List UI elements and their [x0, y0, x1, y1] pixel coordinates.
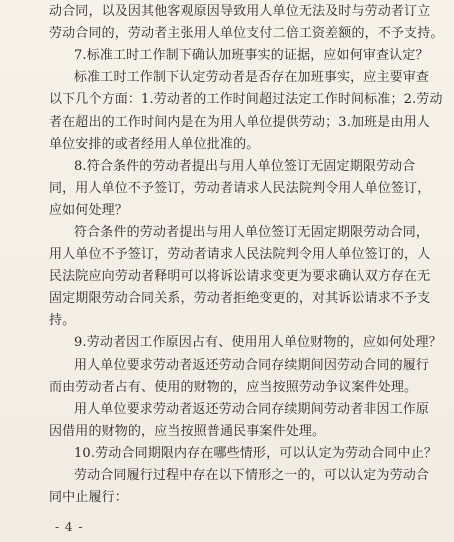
text-line: 而由劳动者占有、使用的财物的，应当按照劳动争议案件处理。	[49, 379, 418, 395]
text-line: 民法院应向劳动者释明可以将诉讼请求变更为要求确认双方存在无	[49, 269, 431, 285]
text-line: 以下几个方面：1.劳动者的工作时间超过法定工作时间标准；2.劳动	[49, 92, 443, 108]
question-heading: 8.符合条件的劳动者提出与用人单位签订无固定期限劳动合	[74, 158, 416, 174]
question-heading: 7.标准工时工作制下确认加班事实的证据，应如何审查认定？	[74, 48, 429, 64]
text-line: 用人单位要求劳动者返还劳动合同存续期间劳动者非因工作原	[74, 401, 430, 417]
text-line: 者在超出的工作时间内是在为用人单位提供劳动；3.加班是由用人	[49, 114, 430, 130]
question-heading: 10.劳动合同期限内存在哪些情形，可以认定为劳动合同中止？	[74, 445, 438, 461]
question-heading: 9.劳动者因工作原因占有、使用用人单位财物的，应如何处理？	[74, 335, 442, 351]
text-line: 单位安排的或者经用人单位批准的。	[49, 136, 260, 152]
text-line: 符合条件的劳动者提出与用人单位签订无固定期限劳动合同，	[74, 224, 430, 240]
text-line: 用人单位不予签订，劳动者请求人民法院判令用人单位签订的，人	[49, 247, 431, 262]
text-line: 劳动合同履行过程中存在以下情形之一的，可以认定为劳动合	[74, 467, 430, 483]
text-line: 因借用的财物的，应当按照普通民事案件处理。	[49, 423, 326, 439]
text-line: 固定期限劳动合同关系，劳动者拒绝变更的，对其诉讼请求不予支	[49, 291, 431, 307]
text-line: 标准工时工作制下认定劳动者是否存在加班事实，应主要审查	[74, 70, 430, 86]
text-line: 动合同，以及因其他客观原因导致用人单位无法及时与劳动者订立	[49, 4, 431, 19]
question-heading: 应如何处理？	[49, 202, 128, 218]
question-heading: 同，用人单位不予签订，劳动者请求人民法院判令用人单位签订，	[49, 180, 431, 196]
text-line: 持。	[49, 313, 76, 329]
text-line: 用人单位要求劳动者返还劳动合同存续期间因劳动合同的履行	[74, 357, 430, 373]
text-line: 同中止履行：	[49, 490, 128, 505]
text-line: 劳动合同的，劳动者主张用人单位支付二倍工资差额的，不予支持。	[49, 26, 444, 42]
page-number: - 4 -	[55, 520, 84, 534]
